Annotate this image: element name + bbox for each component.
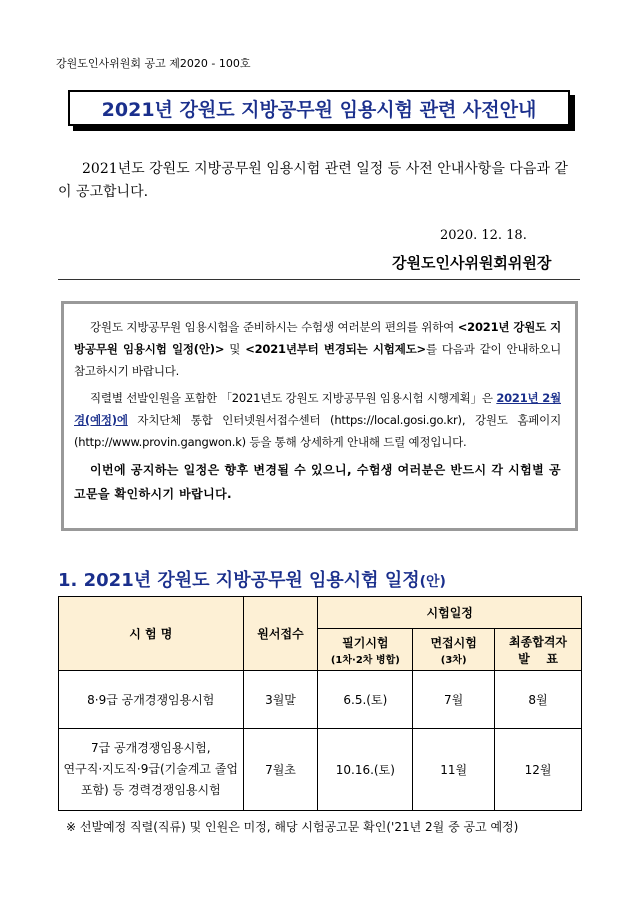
intro-paragraph: 2021년도 강원도 지방공무원 임용시험 관련 일정 등 사전 안내사항을 다음과 같이 공고합니다.: [58, 161, 568, 200]
header-interview-label: 면접시험: [430, 635, 477, 650]
info-paragraph-1: [74, 316, 561, 382]
warning-paragraph: 이번에 공지하는 일정은 향후 변경될 수 있으니, 수험생 여러분은 반드시 각 시험별 공고문을 확인하시기 바랍니다.: [74, 463, 561, 501]
notice-number: 강원도인사위원회 공고 제2020 - 100호: [56, 57, 251, 70]
header-application: 원서접수: [243, 597, 318, 671]
info-text: 강원도 지방공무원 임용시험을 준비하시는 수험생 여러분의 편의를 위하여: [90, 320, 458, 334]
header-exam-name: 시 험 명: [59, 597, 244, 671]
footnote: ※ 선발예정 직렬(직류) 및 인원은 미정, 해당 시험공고문 확인('21년 2월 중 공고 예정): [66, 820, 519, 834]
exam-name-line: 연구직·지도직·9급(기술계고 졸업: [63, 762, 239, 776]
section-1-title-text: 1. 2021년 강원도 지방공무원 임용시험 일정: [58, 570, 420, 591]
header-interview: [413, 629, 495, 671]
info-paragraph-2: [74, 387, 561, 453]
divider: [58, 279, 580, 280]
info-text: 를 다음과 같이 안내하오니 참고하시기 바랍니다.: [74, 342, 561, 378]
table-row: [59, 729, 582, 811]
header-written: [318, 629, 413, 671]
header-written-sub: (1차·2차 병합): [330, 654, 400, 666]
application-cell: 7월초: [243, 729, 318, 811]
announcement-date-highlight: 2021년 2월경(예정)에: [74, 391, 561, 427]
exam-name-cell: [59, 729, 244, 811]
exam-schedule-table: [58, 596, 582, 811]
schedule-reference: <2021년 강원도 지방공무원 임용시험 일정(안)>: [74, 320, 562, 356]
info-text: 자치단체 통합 인터넷원서접수센터 (https://local.gosi.go.kr), 강원도 홈페이지(http://www.provin.gangwon.k) 등을 통해 상세하게 안내해 드릴 예정입니다.: [74, 413, 561, 449]
issuer-name: 강원도인사위원회위원장: [392, 254, 552, 272]
exam-name-line: 7급 공개경쟁임용시험,: [90, 741, 211, 755]
section-1-title-suffix: (안): [419, 574, 446, 590]
header-schedule: 시험일정: [318, 597, 582, 629]
header-final-line2: 발 표: [518, 651, 558, 666]
info-text: 및: [224, 342, 246, 356]
notice-date: 2020. 12. 18.: [440, 228, 527, 243]
exam-name-cell: 8·9급 공개경쟁임용시험: [59, 671, 244, 729]
table-row: [59, 671, 582, 729]
application-cell: 3월말: [243, 671, 318, 729]
header-written-label: 필기시험: [342, 635, 389, 650]
written-cell: 6.5.(토): [318, 671, 413, 729]
exam-name-line: 포함) 등 경력경쟁임용시험: [80, 783, 221, 797]
section-1-title: [58, 566, 446, 592]
system-change-reference: <2021년부터 변경되는 시험제도>: [245, 342, 426, 356]
final-cell: 8월: [495, 671, 582, 729]
written-cell: 10.16.(토): [318, 729, 413, 811]
info-box: [61, 301, 578, 531]
header-interview-sub: (3차): [440, 654, 467, 666]
info-text: 직렬별 선발인원을 포함한 「2021년도 강원도 지방공무원 임용시험 시행계획」은: [90, 391, 497, 405]
document-title: [68, 90, 570, 126]
header-final: [495, 629, 582, 671]
final-cell: 12월: [495, 729, 582, 811]
header-final-line1: 최종합격자: [509, 634, 568, 649]
interview-cell: 11월: [413, 729, 495, 811]
document-title-text: 2021년 강원도 지방공무원 임용시험 관련 사전안내: [101, 98, 537, 121]
interview-cell: 7월: [413, 671, 495, 729]
